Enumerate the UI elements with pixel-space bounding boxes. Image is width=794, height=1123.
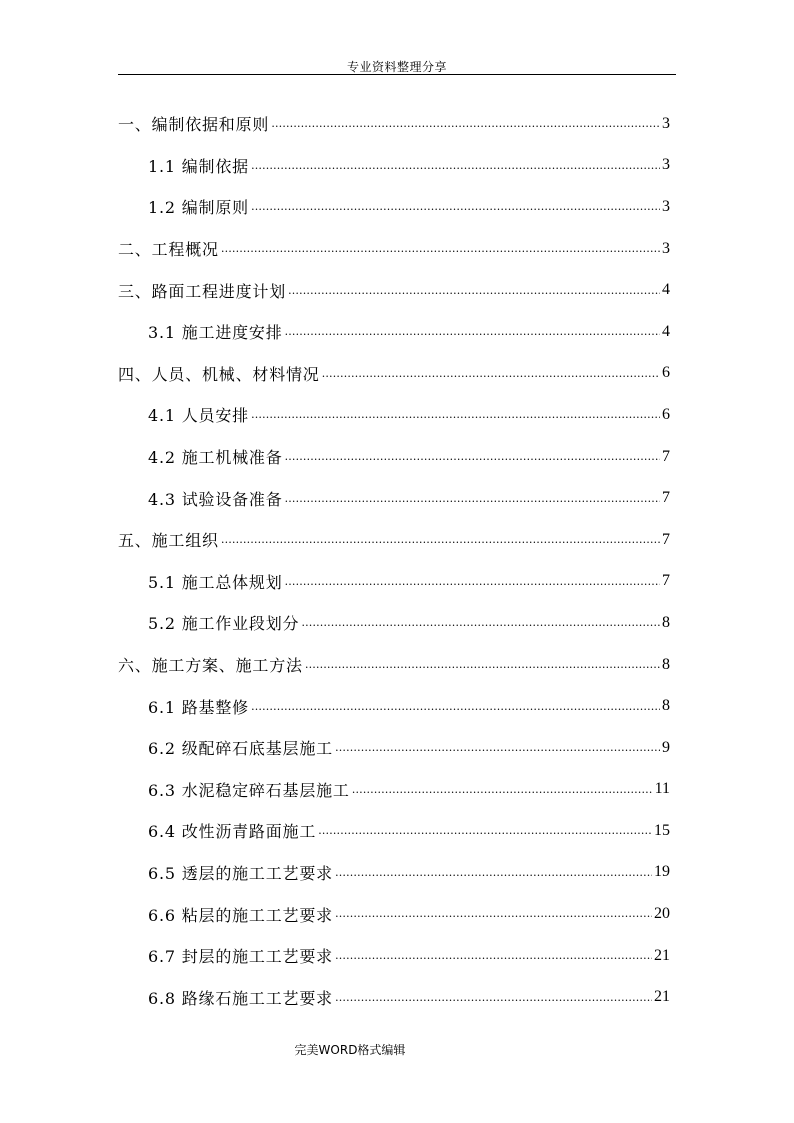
toc-dot-leader bbox=[301, 613, 660, 629]
toc-entry[interactable] bbox=[118, 602, 670, 644]
toc-entry[interactable] bbox=[118, 186, 670, 228]
toc-dot-leader bbox=[221, 239, 660, 255]
toc-entry-title: 4.3 试验设备准备 bbox=[148, 489, 283, 509]
toc-entry[interactable] bbox=[118, 976, 670, 1018]
toc-dot-leader bbox=[305, 655, 660, 671]
toc-entry[interactable] bbox=[118, 644, 670, 686]
toc-entry-title: 4.1 人员安排 bbox=[148, 406, 249, 426]
toc-entry-page: 3 bbox=[662, 197, 670, 215]
header-divider bbox=[118, 74, 676, 75]
toc-entry[interactable] bbox=[118, 353, 670, 395]
toc-dot-leader bbox=[271, 114, 660, 130]
toc-entry[interactable] bbox=[118, 727, 670, 769]
toc-dot-leader bbox=[251, 197, 660, 213]
toc-entry[interactable] bbox=[118, 935, 670, 977]
toc-entry-title: 1.1 编制依据 bbox=[148, 156, 249, 176]
toc-entry-title: 5.2 施工作业段划分 bbox=[148, 614, 300, 634]
toc-entry-page: 11 bbox=[654, 780, 670, 798]
toc-entry-page: 3 bbox=[662, 239, 670, 257]
toc-entry[interactable] bbox=[118, 103, 670, 145]
toc-entry-title: 6.6 粘层的施工工艺要求 bbox=[148, 905, 333, 925]
toc-entry-title: 二、工程概况 bbox=[118, 240, 219, 260]
toc-entry-title: 6.8 路缘石施工工艺要求 bbox=[148, 988, 333, 1008]
toc-entry-title: 6.4 改性沥青路面施工 bbox=[148, 822, 317, 842]
toc-dot-leader bbox=[285, 572, 660, 588]
toc-dot-leader bbox=[285, 322, 660, 338]
toc-entry[interactable] bbox=[118, 311, 670, 353]
toc-entry-title: 6.2 级配碎石底基层施工 bbox=[148, 739, 333, 759]
toc-dot-leader bbox=[335, 988, 652, 1004]
toc-dot-leader bbox=[322, 364, 660, 380]
toc-dot-leader bbox=[335, 738, 660, 754]
toc-dot-leader bbox=[335, 863, 652, 879]
toc-entry-title: 4.2 施工机械准备 bbox=[148, 448, 283, 468]
toc-entry[interactable] bbox=[118, 519, 670, 561]
toc-entry-page: 4 bbox=[662, 281, 670, 299]
toc-dot-leader bbox=[251, 697, 660, 713]
toc-entry[interactable] bbox=[118, 269, 670, 311]
toc-dot-leader bbox=[251, 156, 660, 172]
toc-entry-title: 6.1 路基整修 bbox=[148, 697, 249, 717]
toc-dot-leader bbox=[285, 447, 660, 463]
toc-entry-page: 8 bbox=[662, 655, 670, 673]
toc-entry-page: 3 bbox=[662, 114, 670, 132]
toc-entry-title: 六、施工方案、施工方法 bbox=[118, 656, 303, 676]
toc-entry-title: 一、编制依据和原则 bbox=[118, 115, 270, 135]
toc-entry-title: 6.3 水泥稳定碎石基层施工 bbox=[148, 780, 350, 800]
toc-entry[interactable] bbox=[118, 561, 670, 603]
toc-entry-page: 8 bbox=[662, 613, 670, 631]
toc-dot-leader bbox=[285, 489, 660, 505]
toc-entry[interactable] bbox=[118, 852, 670, 894]
toc-dot-leader bbox=[251, 405, 660, 421]
toc-entry-title: 6.5 透层的施工工艺要求 bbox=[148, 863, 333, 883]
toc-entry[interactable] bbox=[118, 436, 670, 478]
toc-entry-title: 6.7 封层的施工工艺要求 bbox=[148, 947, 333, 967]
toc-entry-page: 4 bbox=[662, 322, 670, 340]
toc-entry-page: 8 bbox=[662, 697, 670, 715]
toc-entry-page: 19 bbox=[654, 863, 670, 881]
toc-entry-title: 3.1 施工进度安排 bbox=[148, 323, 283, 343]
page-header: 专业资料整理分享 bbox=[346, 60, 447, 74]
toc-entry-page: 7 bbox=[662, 447, 670, 465]
toc-entry-page: 9 bbox=[662, 738, 670, 756]
toc-entry-title: 五、施工组织 bbox=[118, 531, 219, 551]
toc-entry-page: 7 bbox=[662, 530, 670, 548]
toc-entry-page: 15 bbox=[654, 821, 670, 839]
toc-dot-leader bbox=[335, 904, 652, 920]
toc-entry[interactable] bbox=[118, 394, 670, 436]
toc-dot-leader bbox=[288, 281, 660, 297]
toc-entry[interactable] bbox=[118, 145, 670, 187]
toc-entry-title: 1.2 编制原则 bbox=[148, 198, 249, 218]
toc-entry-page: 6 bbox=[662, 364, 670, 382]
toc-entry-title: 5.1 施工总体规划 bbox=[148, 572, 283, 592]
toc-dot-leader bbox=[318, 821, 652, 837]
toc-entry[interactable] bbox=[118, 685, 670, 727]
toc-entry-page: 3 bbox=[662, 156, 670, 174]
toc-entry[interactable] bbox=[118, 893, 670, 935]
table-of-contents bbox=[118, 103, 670, 1018]
toc-entry-title: 四、人员、机械、材料情况 bbox=[118, 364, 320, 384]
toc-dot-leader bbox=[335, 946, 652, 962]
toc-entry-page: 6 bbox=[662, 405, 670, 423]
toc-entry-title: 三、路面工程进度计划 bbox=[118, 281, 287, 301]
toc-entry-page: 7 bbox=[662, 489, 670, 507]
toc-entry-page: 20 bbox=[654, 905, 670, 923]
toc-entry-page: 7 bbox=[662, 572, 670, 590]
toc-entry-page: 21 bbox=[654, 946, 670, 964]
toc-entry[interactable] bbox=[118, 477, 670, 519]
toc-entry[interactable] bbox=[118, 769, 670, 811]
page-footer: 完美WORD格式编辑 bbox=[294, 1043, 406, 1057]
toc-entry-page: 21 bbox=[654, 988, 670, 1006]
toc-dot-leader bbox=[221, 530, 660, 546]
toc-entry[interactable] bbox=[118, 810, 670, 852]
toc-dot-leader bbox=[352, 780, 653, 796]
toc-entry[interactable] bbox=[118, 228, 670, 270]
